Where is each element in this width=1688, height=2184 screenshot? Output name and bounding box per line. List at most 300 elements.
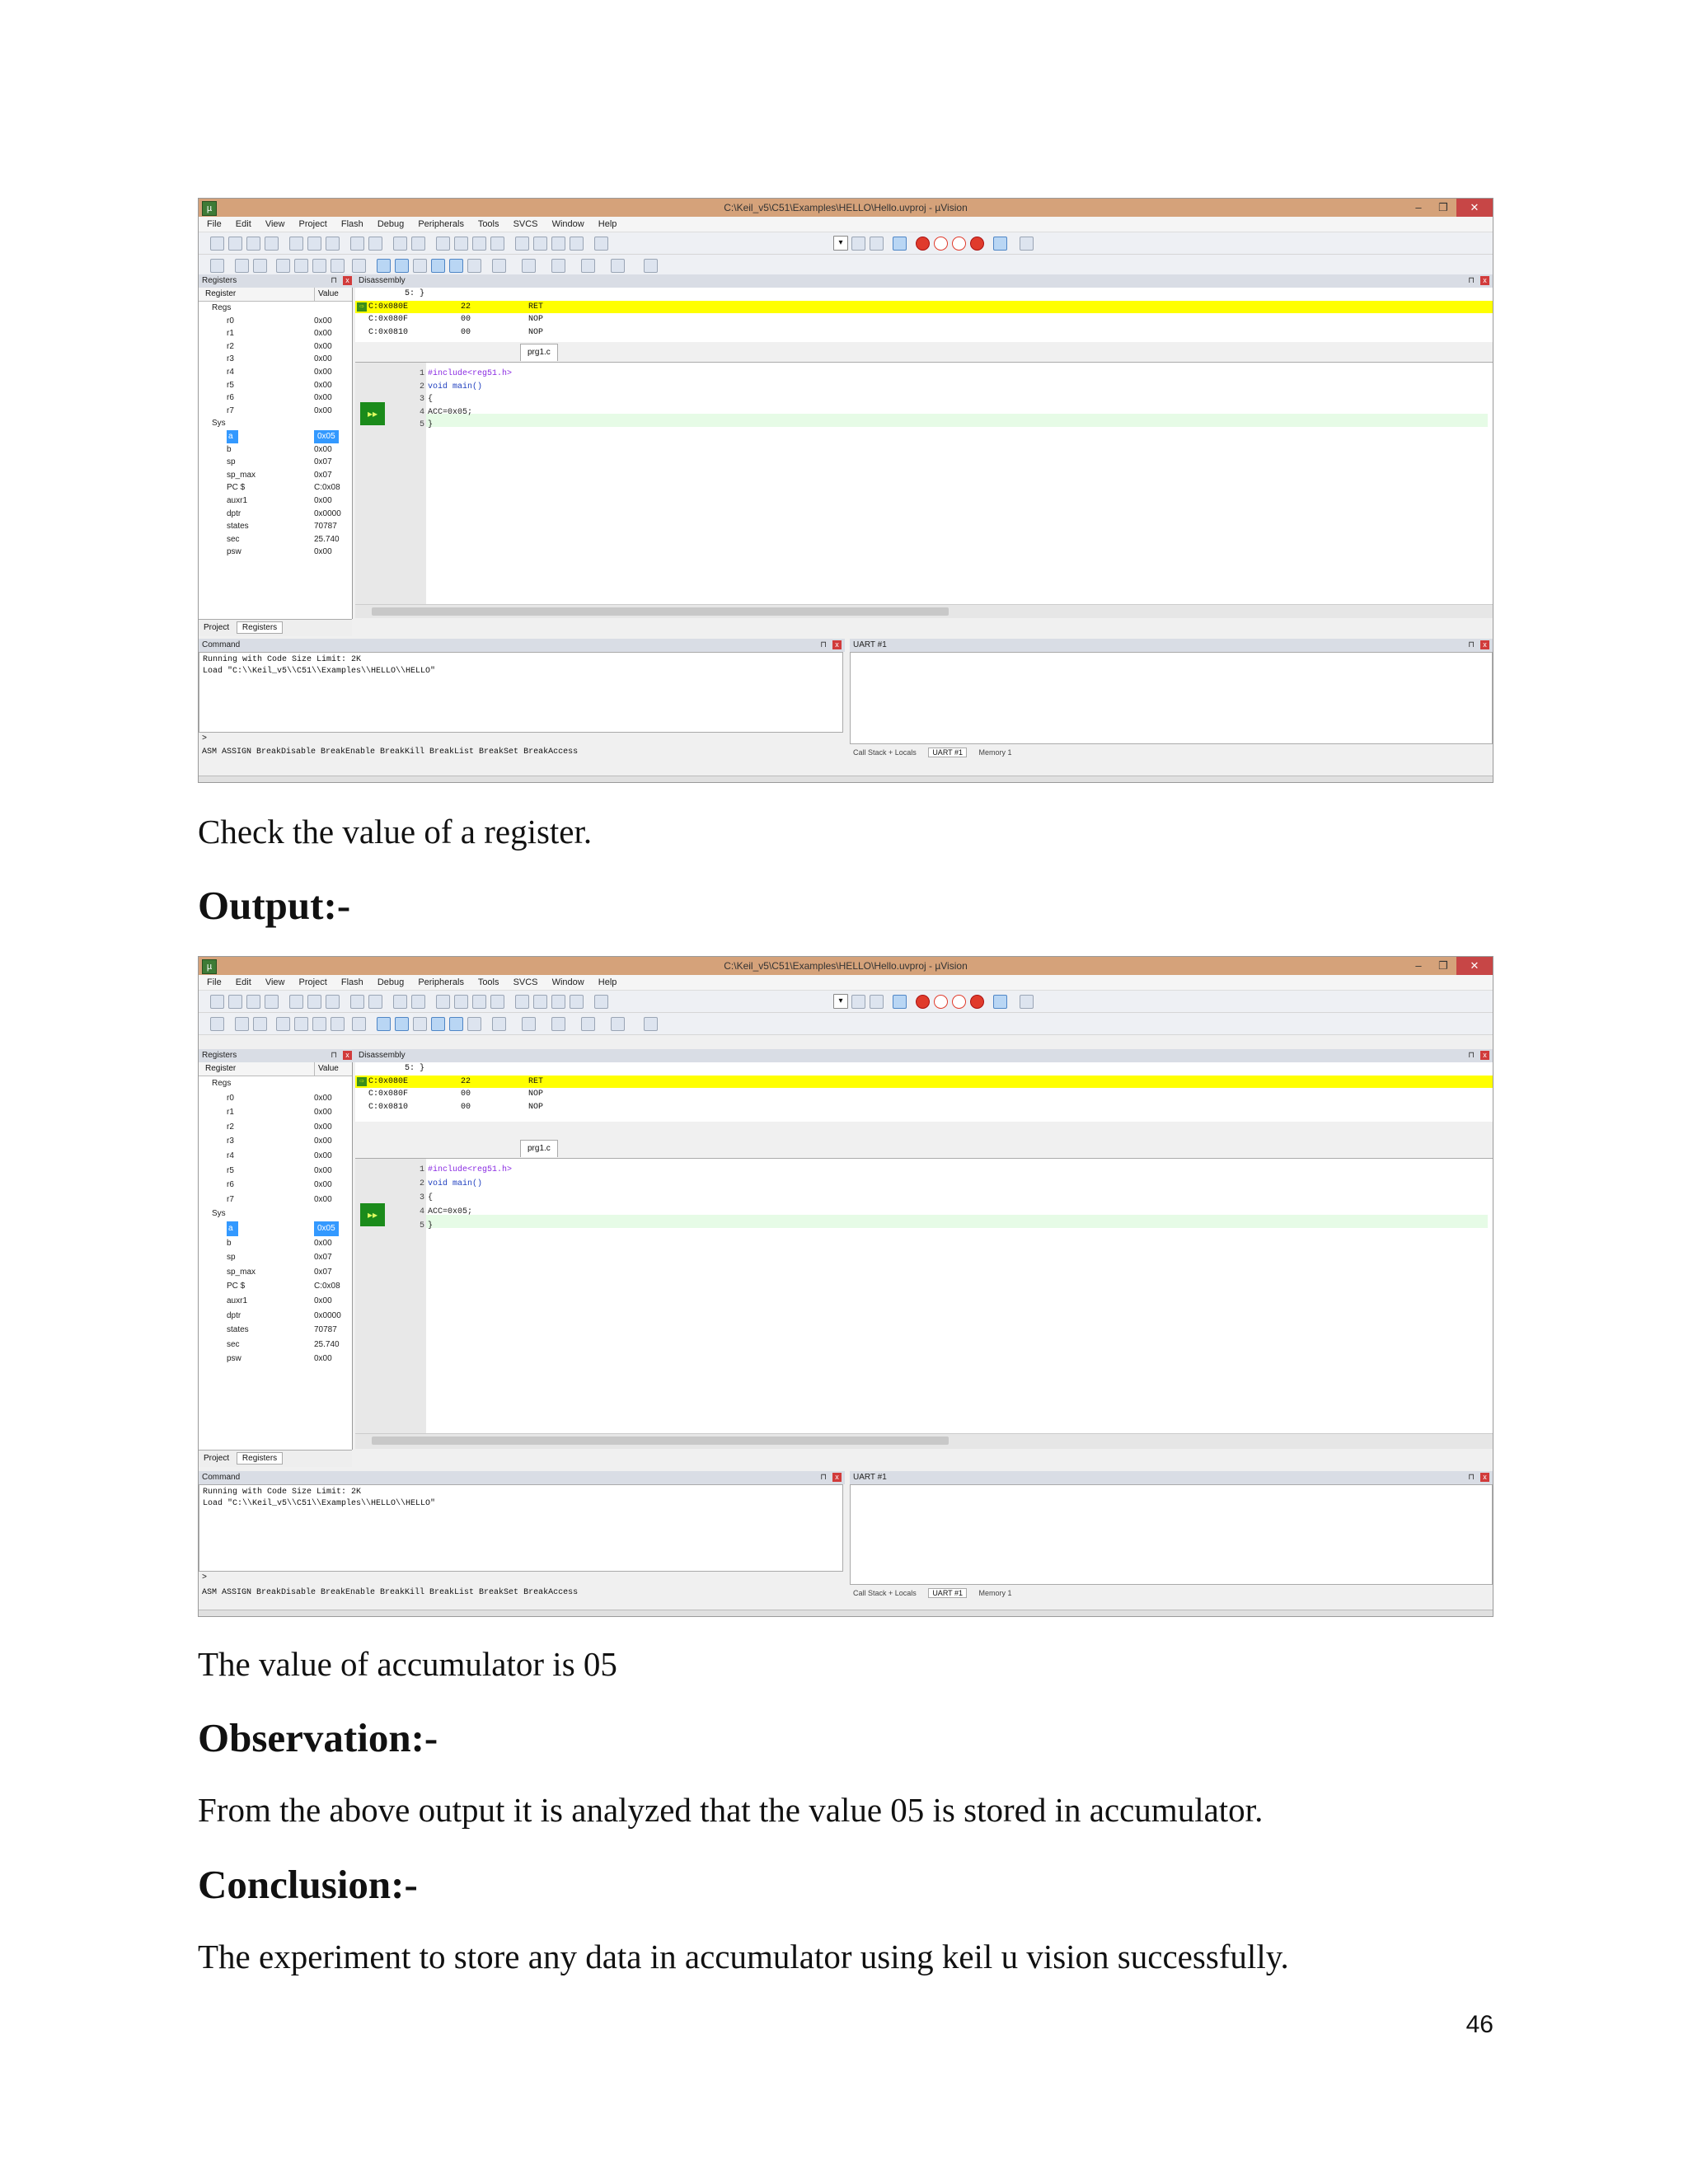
caption-check-register: Check the value of a register. — [198, 813, 593, 851]
menu-file[interactable]: File — [207, 219, 222, 229]
uart-output-pane[interactable] — [850, 652, 1493, 744]
debug-session-icon[interactable] — [893, 237, 907, 251]
find-in-files-icon[interactable] — [594, 237, 608, 251]
insert-breakpoint-icon[interactable] — [916, 237, 930, 251]
target-select-dropdown[interactable]: ▾ — [833, 236, 848, 251]
comment-icon[interactable] — [551, 995, 565, 1009]
register-row[interactable] — [199, 353, 352, 366]
show-next-statement-icon[interactable] — [352, 1017, 366, 1031]
enable-breakpoint-icon[interactable] — [934, 995, 948, 1009]
register-row[interactable] — [199, 1149, 352, 1164]
menu-svcs[interactable]: SVCS — [513, 977, 538, 987]
disassembly-opcode: 22 — [461, 1076, 471, 1086]
call-stack-window-icon[interactable] — [449, 1017, 463, 1031]
insert-breakpoint-icon[interactable] — [916, 995, 930, 1009]
register-row[interactable] — [199, 1338, 352, 1352]
disassembly-opcode: 22 — [461, 302, 471, 312]
tab-call-stack[interactable]: Call Stack + Locals — [853, 1589, 917, 1597]
source-line[interactable] — [355, 368, 1493, 381]
register-value: 70787 — [314, 522, 337, 532]
register-row[interactable] — [199, 366, 352, 379]
menu-window[interactable]: Window — [551, 977, 584, 987]
register-row[interactable] — [199, 443, 352, 457]
register-column-header: Register — [205, 289, 237, 298]
execution-arrow-icon: ▸▸ — [360, 1203, 385, 1226]
uart-output-pane[interactable] — [850, 1484, 1493, 1585]
source-editor[interactable] — [355, 1158, 1493, 1434]
paste-icon[interactable] — [326, 995, 340, 1009]
indent-icon[interactable] — [515, 237, 529, 251]
register-name: states — [227, 522, 249, 532]
scrollbar-thumb[interactable] — [372, 1436, 949, 1445]
system-viewer-icon[interactable] — [611, 1017, 625, 1031]
close-icon[interactable]: ✕ — [1456, 199, 1493, 217]
show-next-statement-icon[interactable] — [352, 259, 366, 273]
register-row[interactable] — [199, 302, 352, 315]
pin-icon[interactable]: ⊓ — [820, 1473, 827, 1482]
target-select-dropdown[interactable]: ▾ — [833, 994, 848, 1009]
command-window-icon[interactable] — [377, 259, 391, 273]
bookmark-icon[interactable] — [436, 995, 450, 1009]
window-layout-icon[interactable] — [993, 995, 1007, 1009]
source-line[interactable] — [355, 1206, 1493, 1219]
unindent-icon[interactable] — [533, 995, 547, 1009]
stop-icon[interactable] — [253, 1017, 267, 1031]
source-line[interactable] — [355, 1220, 1493, 1233]
redo-icon[interactable] — [368, 995, 382, 1009]
disassembly-pane — [355, 288, 1493, 342]
ide-screenshot-2 — [198, 956, 1493, 1617]
register-row[interactable] — [199, 1352, 352, 1366]
symbols-window-icon[interactable] — [413, 259, 427, 273]
disassembly-window-icon[interactable] — [395, 1017, 409, 1031]
line-number: 2 — [419, 1179, 424, 1188]
register-name: r6 — [227, 1180, 234, 1190]
register-name: sec — [227, 534, 240, 544]
close-pane-icon[interactable]: x — [1480, 276, 1489, 285]
source-line[interactable] — [355, 1178, 1493, 1191]
pin-icon[interactable]: ⊓ — [331, 1051, 337, 1060]
source-code-text: ACC=0x05; — [428, 1207, 473, 1216]
debug-session-icon[interactable] — [893, 995, 907, 1009]
register-name: auxr1 — [227, 1296, 248, 1305]
register-row[interactable] — [199, 1164, 352, 1179]
register-value: 0x00 — [314, 354, 332, 364]
menu-edit[interactable]: Edit — [235, 977, 251, 987]
save-all-icon[interactable] — [265, 237, 279, 251]
minimize-icon[interactable]: – — [1415, 959, 1422, 972]
menu-tools[interactable]: Tools — [477, 219, 499, 229]
tab-memory[interactable]: Memory 1 — [978, 1589, 1012, 1597]
command-output-pane — [199, 1484, 843, 1572]
command-window-icon[interactable] — [377, 1017, 391, 1031]
close-pane-icon[interactable]: x — [1480, 1051, 1489, 1060]
memory-windows-icon[interactable] — [492, 259, 506, 273]
source-line[interactable] — [355, 1192, 1493, 1205]
configure-icon[interactable] — [1020, 237, 1034, 251]
call-stack-window-icon[interactable] — [449, 259, 463, 273]
menu-help[interactable]: Help — [598, 219, 617, 229]
pin-icon[interactable]: ⊓ — [820, 640, 827, 649]
source-line[interactable] — [355, 406, 1493, 419]
find-in-files-icon[interactable] — [594, 995, 608, 1009]
register-row[interactable] — [199, 1221, 352, 1236]
disassembly-line[interactable] — [355, 1101, 1493, 1114]
register-row[interactable] — [199, 417, 352, 430]
register-row[interactable] — [199, 315, 352, 328]
register-row[interactable] — [199, 481, 352, 494]
enable-breakpoint-icon[interactable] — [934, 237, 948, 251]
pin-icon[interactable]: ⊓ — [1468, 1051, 1475, 1060]
source-code-text: void main() — [428, 1179, 483, 1188]
register-name: sp — [227, 1253, 236, 1263]
file-toolbar — [199, 232, 1493, 255]
close-pane-icon[interactable]: x — [832, 1473, 842, 1482]
registers-pane — [199, 288, 353, 619]
register-row[interactable] — [199, 340, 352, 354]
current-instruction-arrow-icon: ⇨ — [357, 1077, 367, 1086]
registers-window-icon[interactable] — [431, 259, 445, 273]
step-out-icon[interactable] — [312, 259, 326, 273]
disassembly-mnemonic: NOP — [528, 315, 544, 325]
close-pane-icon[interactable]: x — [343, 276, 352, 285]
new-file-icon[interactable] — [210, 237, 224, 251]
serial-windows-icon[interactable] — [522, 259, 536, 273]
close-pane-icon[interactable]: x — [832, 640, 842, 649]
run-to-cursor-icon[interactable] — [331, 1017, 345, 1031]
line-number: 1 — [419, 369, 424, 378]
registers-window-icon[interactable] — [431, 1017, 445, 1031]
register-value: 70787 — [314, 1325, 337, 1335]
editor-horizontal-scrollbar[interactable] — [355, 1433, 1493, 1449]
menu-flash[interactable]: Flash — [340, 977, 363, 987]
analysis-windows-icon[interactable] — [551, 259, 565, 273]
command-prompt[interactable]: > — [202, 734, 208, 743]
register-row[interactable] — [199, 1236, 352, 1251]
menu-help[interactable]: Help — [598, 977, 617, 987]
bookmark-next-icon[interactable] — [472, 237, 486, 251]
registers-pane-header — [199, 274, 355, 288]
disassembly-line[interactable] — [355, 1088, 1493, 1101]
toolbox-icon[interactable] — [644, 259, 658, 273]
nav-forward-icon[interactable] — [411, 237, 425, 251]
redo-icon[interactable] — [368, 237, 382, 251]
menu-project[interactable]: Project — [298, 977, 327, 987]
register-row[interactable] — [199, 327, 352, 340]
toolbox-icon[interactable] — [644, 1017, 658, 1031]
register-name: a — [227, 1221, 238, 1236]
minimize-icon[interactable]: – — [1415, 201, 1422, 213]
incremental-find-icon[interactable] — [870, 237, 884, 251]
command-prompt[interactable]: > — [202, 1573, 208, 1582]
serial-windows-icon[interactable] — [522, 1017, 536, 1031]
menu-file[interactable]: File — [207, 977, 222, 987]
register-row[interactable] — [199, 1178, 352, 1193]
disassembly-line[interactable] — [355, 326, 1493, 340]
menu-project[interactable]: Project — [298, 219, 327, 229]
menu-window[interactable]: Window — [551, 219, 584, 229]
undo-icon[interactable] — [350, 995, 364, 1009]
register-row[interactable] — [199, 1294, 352, 1309]
menu-view[interactable]: View — [265, 977, 285, 987]
page-number: 46 — [1465, 2011, 1493, 2038]
source-tab-bar — [355, 344, 1493, 362]
disassembly-mnemonic: NOP — [528, 327, 544, 337]
register-row[interactable] — [199, 508, 352, 521]
menu-bar — [199, 975, 1493, 991]
register-name: r7 — [227, 1194, 234, 1204]
kill-breakpoints-icon[interactable] — [970, 995, 984, 1009]
register-name: dptr — [227, 509, 241, 518]
pin-icon[interactable]: ⊓ — [1468, 1473, 1475, 1482]
register-name: sp — [227, 457, 236, 467]
unindent-icon[interactable] — [533, 237, 547, 251]
symbols-window-icon[interactable] — [413, 1017, 427, 1031]
maximize-icon[interactable]: ❐ — [1438, 959, 1448, 972]
pin-icon[interactable]: ⊓ — [1468, 640, 1475, 649]
source-line[interactable] — [355, 381, 1493, 394]
maximize-icon[interactable]: ❐ — [1438, 201, 1448, 213]
tab-project[interactable]: Project — [204, 1454, 230, 1463]
disassembly-pane-title: Disassembly — [359, 276, 406, 285]
paste-icon[interactable] — [326, 237, 340, 251]
step-out-icon[interactable] — [312, 1017, 326, 1031]
register-row[interactable] — [199, 1105, 352, 1120]
tab-memory[interactable]: Memory 1 — [978, 748, 1012, 757]
uvision-app-icon: µ — [202, 959, 217, 974]
nav-forward-icon[interactable] — [411, 995, 425, 1009]
cut-icon[interactable] — [289, 237, 303, 251]
disassembly-address: C:0x0810 — [368, 327, 409, 337]
status-bar — [199, 1610, 1493, 1616]
menu-debug[interactable]: Debug — [377, 977, 405, 987]
register-name: sp_max — [227, 470, 256, 480]
source-code-text: } — [428, 420, 434, 430]
ide-screenshot-1 — [198, 198, 1493, 783]
new-file-icon[interactable] — [210, 995, 224, 1009]
tab-uart[interactable]: UART #1 — [928, 1588, 967, 1598]
close-pane-icon[interactable]: x — [1480, 640, 1489, 649]
register-row[interactable] — [199, 1309, 352, 1324]
nav-back-icon[interactable] — [393, 995, 407, 1009]
command-pane-title: Command — [202, 1473, 241, 1482]
find-icon[interactable] — [851, 995, 865, 1009]
disassembly-line[interactable] — [355, 1076, 1493, 1089]
tab-call-stack[interactable]: Call Stack + Locals — [853, 748, 917, 757]
undo-icon[interactable] — [350, 237, 364, 251]
disassembly-opcode: 00 — [461, 315, 471, 325]
nav-back-icon[interactable] — [393, 237, 407, 251]
register-row[interactable] — [199, 405, 352, 418]
value-column-header: Value — [314, 1062, 339, 1076]
run-icon[interactable] — [235, 259, 249, 273]
register-row[interactable] — [199, 520, 352, 533]
memory-windows-icon[interactable] — [492, 1017, 506, 1031]
register-row[interactable] — [199, 533, 352, 546]
menu-tools[interactable]: Tools — [477, 977, 499, 987]
source-line[interactable] — [355, 393, 1493, 406]
execution-arrow-icon: ▸▸ — [360, 402, 385, 425]
comment-icon[interactable] — [551, 237, 565, 251]
register-row[interactable] — [199, 1134, 352, 1149]
incremental-find-icon[interactable] — [870, 995, 884, 1009]
register-name: Sys — [212, 419, 226, 429]
register-value: 0x00 — [314, 1354, 332, 1364]
reset-icon[interactable] — [210, 259, 224, 273]
close-pane-icon[interactable]: x — [1480, 1473, 1489, 1482]
step-over-icon[interactable] — [294, 259, 308, 273]
register-row[interactable] — [199, 1120, 352, 1135]
uart-tab-bar — [853, 746, 1022, 759]
open-file-icon[interactable] — [228, 995, 242, 1009]
file-toolbar — [199, 991, 1493, 1013]
menu-view[interactable]: View — [265, 219, 285, 229]
run-to-cursor-icon[interactable] — [331, 259, 345, 273]
menu-edit[interactable]: Edit — [235, 219, 251, 229]
configure-icon[interactable] — [1020, 995, 1034, 1009]
close-pane-icon[interactable]: x — [343, 1051, 352, 1060]
step-into-icon[interactable] — [276, 1017, 290, 1031]
uncomment-icon[interactable] — [570, 995, 584, 1009]
disassembly-opcode: 00 — [461, 327, 471, 337]
line-number: 5 — [419, 1221, 424, 1230]
disassembly-opcode: 00 — [461, 1090, 471, 1099]
watch-windows-icon[interactable] — [467, 259, 481, 273]
cut-icon[interactable] — [289, 995, 303, 1009]
register-row[interactable] — [199, 379, 352, 392]
bookmark-prev-icon[interactable] — [454, 237, 468, 251]
source-line[interactable] — [355, 1164, 1493, 1177]
menu-flash[interactable]: Flash — [340, 219, 363, 229]
register-row[interactable] — [199, 456, 352, 469]
register-row[interactable] — [199, 1323, 352, 1338]
kill-breakpoints-icon[interactable] — [970, 237, 984, 251]
tab-project[interactable]: Project — [204, 623, 230, 632]
system-viewer-icon[interactable] — [611, 259, 625, 273]
registers-pane — [199, 1062, 353, 1450]
menu-peripherals[interactable]: Peripherals — [418, 219, 464, 229]
window-layout-icon[interactable] — [993, 237, 1007, 251]
source-code-text: { — [428, 1193, 434, 1202]
disassembly-line[interactable] — [355, 288, 1493, 301]
copy-icon[interactable] — [307, 237, 321, 251]
menu-peripherals[interactable]: Peripherals — [418, 977, 464, 987]
register-value: 0x00 — [314, 1296, 332, 1305]
source-line[interactable] — [355, 419, 1493, 432]
disassembly-address: 5: } — [405, 1064, 425, 1073]
register-row[interactable] — [199, 1250, 352, 1265]
bookmark-icon[interactable] — [436, 237, 450, 251]
trace-windows-icon[interactable] — [581, 1017, 595, 1031]
source-code-text: #include<reg51.h> — [428, 369, 513, 378]
register-name: r4 — [227, 367, 234, 377]
find-icon[interactable] — [851, 237, 865, 251]
tab-registers[interactable]: Registers — [237, 621, 283, 634]
register-value: 0x00 — [314, 380, 332, 390]
disassembly-line[interactable] — [355, 301, 1493, 314]
reset-icon[interactable] — [210, 1017, 224, 1031]
indent-icon[interactable] — [515, 995, 529, 1009]
uncomment-icon[interactable] — [570, 237, 584, 251]
register-value: 0x00 — [314, 1238, 332, 1248]
save-all-icon[interactable] — [265, 995, 279, 1009]
tab-source-file[interactable]: prg1.c — [520, 344, 558, 361]
register-row[interactable] — [199, 391, 352, 405]
register-row[interactable] — [199, 546, 352, 559]
source-editor[interactable] — [355, 362, 1493, 605]
pin-icon[interactable]: ⊓ — [1468, 276, 1475, 285]
register-value: 0x00 — [314, 1165, 332, 1175]
run-icon[interactable] — [235, 1017, 249, 1031]
bookmark-clear-icon[interactable] — [490, 237, 504, 251]
save-icon[interactable] — [246, 995, 260, 1009]
disassembly-mnemonic: NOP — [528, 1090, 544, 1099]
register-row[interactable] — [199, 1076, 352, 1091]
disassembly-line[interactable] — [355, 1062, 1493, 1076]
register-value: 0x05 — [314, 1221, 339, 1236]
save-icon[interactable] — [246, 237, 260, 251]
disassembly-window-icon[interactable] — [395, 259, 409, 273]
step-over-icon[interactable] — [294, 1017, 308, 1031]
command-output-pane — [199, 652, 843, 733]
pin-icon[interactable]: ⊓ — [331, 276, 337, 285]
step-into-icon[interactable] — [276, 259, 290, 273]
register-row[interactable] — [199, 1193, 352, 1207]
registers-tab-bar — [199, 1450, 352, 1467]
register-row[interactable] — [199, 1279, 352, 1294]
disassembly-line[interactable] — [355, 313, 1493, 326]
copy-icon[interactable] — [307, 995, 321, 1009]
conclusion-text: The experiment to store any data in accumulator using keil u vision successfully. — [198, 1938, 1289, 1975]
close-icon[interactable]: ✕ — [1456, 957, 1493, 975]
register-row[interactable] — [199, 494, 352, 508]
tab-registers[interactable]: Registers — [237, 1452, 283, 1465]
bookmark-prev-icon[interactable] — [454, 995, 468, 1009]
watch-windows-icon[interactable] — [467, 1017, 481, 1031]
register-row[interactable] — [199, 1265, 352, 1280]
editor-horizontal-scrollbar[interactable] — [355, 604, 1493, 618]
scrollbar-thumb[interactable] — [372, 607, 949, 616]
bookmark-next-icon[interactable] — [472, 995, 486, 1009]
menu-debug[interactable]: Debug — [377, 219, 405, 229]
value-column-header: Value — [314, 288, 339, 301]
register-row[interactable] — [199, 469, 352, 482]
register-row[interactable] — [199, 1091, 352, 1106]
stop-icon[interactable] — [253, 259, 267, 273]
disable-breakpoints-icon[interactable] — [952, 237, 966, 251]
disable-breakpoints-icon[interactable] — [952, 995, 966, 1009]
bookmark-clear-icon[interactable] — [490, 995, 504, 1009]
registers-pane-title: Registers — [202, 1051, 237, 1060]
register-name: Regs — [212, 303, 232, 312]
uart-pane-title: UART #1 — [853, 1473, 887, 1482]
register-table-header — [199, 288, 352, 302]
source-code-text: ACC=0x05; — [428, 407, 473, 417]
register-value: 0x00 — [314, 547, 332, 557]
status-bar — [199, 776, 1493, 782]
menu-svcs[interactable]: SVCS — [513, 219, 538, 229]
register-row[interactable] — [199, 1207, 352, 1221]
analysis-windows-icon[interactable] — [551, 1017, 565, 1031]
register-name: states — [227, 1325, 249, 1335]
caption-accumulator-value: The value of accumulator is 05 — [198, 1645, 617, 1683]
register-row[interactable] — [199, 430, 352, 443]
tab-source-file[interactable]: prg1.c — [520, 1140, 558, 1157]
tab-uart[interactable]: UART #1 — [928, 748, 967, 757]
command-pane-title: Command — [202, 640, 241, 649]
open-file-icon[interactable] — [228, 237, 242, 251]
trace-windows-icon[interactable] — [581, 259, 595, 273]
